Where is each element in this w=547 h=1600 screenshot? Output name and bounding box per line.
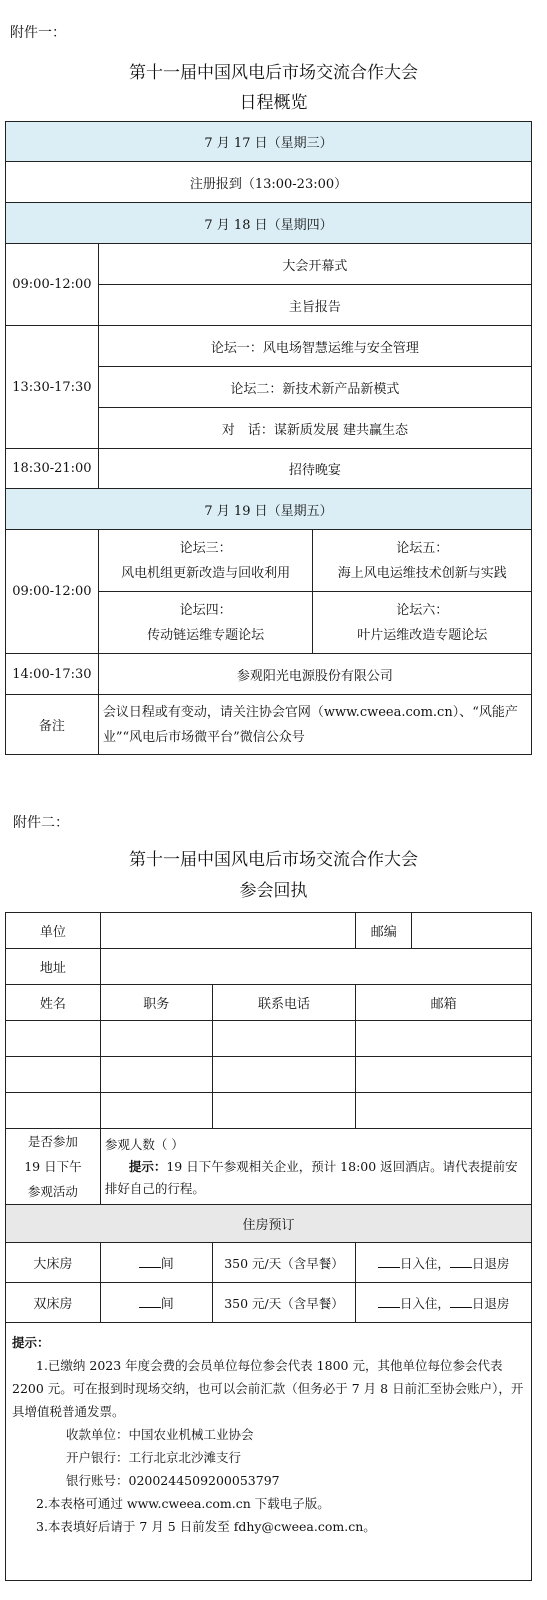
col-name: 姓名 — [6, 985, 101, 1021]
name-field[interactable] — [6, 1057, 101, 1093]
visit-info — [100, 1129, 531, 1205]
visit-label-line3: 参观活动 — [27, 1184, 78, 1199]
dialogue: 对 话：谋新质发展 建共赢生态 — [98, 408, 531, 449]
postcode-label: 邮编 — [356, 913, 412, 949]
schedule-table — [5, 121, 532, 755]
big-bed-rooms[interactable] — [100, 1243, 212, 1283]
day3-date: 7 月 19 日（星期五） — [6, 489, 532, 530]
company-visit: 参观阳光电源股份有限公司 — [98, 654, 531, 695]
notes-cell — [6, 1323, 532, 1581]
forum-3-title: 论坛三： — [179, 540, 232, 556]
bank: 开户银行：工行北京北沙滩支行 — [66, 1450, 242, 1465]
account: 银行账号：0200244509200053797 — [66, 1473, 280, 1488]
postcode-field[interactable] — [412, 913, 532, 949]
twin-bed-price: 350 元/天（含早餐） — [212, 1283, 356, 1323]
email-field[interactable] — [356, 1057, 532, 1093]
forum-4 — [98, 592, 313, 654]
big-bed-price: 350 元/天（含早餐） — [212, 1243, 356, 1283]
big-bed-row — [6, 1243, 532, 1283]
visit-label-line2: 19 日下午 — [24, 1159, 82, 1174]
visit-tip — [105, 1156, 527, 1200]
rooms-blank[interactable] — [139, 1256, 161, 1268]
day1-date: 7 月 17 日（星期三） — [6, 122, 532, 162]
forum-5-title: 论坛五： — [396, 540, 449, 556]
day3-header — [6, 489, 532, 530]
visit-label-line1: 是否参加 — [27, 1134, 78, 1149]
annex1-subtitle: 日程概览 — [239, 93, 308, 113]
twin-bed-label: 双床房 — [6, 1283, 101, 1323]
visit-count[interactable]: 参观人数（ ） — [104, 1136, 184, 1152]
day3-time-morning: 09:00-12:00 — [6, 530, 99, 654]
remark-label: 备注 — [6, 695, 99, 755]
phone-field[interactable] — [212, 1021, 356, 1057]
notes-title: 提示： — [12, 1335, 50, 1350]
forum-6 — [313, 592, 532, 654]
big-bed-dates[interactable] — [356, 1243, 532, 1283]
day2-time-evening: 18:30-21:00 — [6, 449, 99, 489]
checkout-label: 日退房 — [471, 1295, 510, 1311]
rooms-suffix: 间 — [160, 1257, 174, 1272]
title-field[interactable] — [100, 1093, 212, 1129]
checkin-label: 日入住， — [399, 1255, 450, 1271]
remark-text: 会议日程或有变动，请关注协会官网（www.cweea.com.cn）、“风能产业”“风电后市场微平台”微信公众号 — [98, 695, 531, 755]
visit-label — [6, 1129, 101, 1205]
unit-field[interactable] — [100, 913, 356, 949]
rooms-suffix: 间 — [160, 1297, 174, 1312]
address-field[interactable] — [100, 949, 531, 985]
visit-tip-label: 提示： — [128, 1158, 167, 1174]
annex2-label: 附件二： — [13, 815, 69, 831]
name-field[interactable] — [6, 1021, 101, 1057]
day3-time-afternoon: 14:00-17:30 — [6, 654, 99, 695]
checkout-label: 日退房 — [471, 1255, 510, 1271]
email-field[interactable] — [356, 1021, 532, 1057]
address-label: 地址 — [6, 949, 101, 985]
twin-bed-dates[interactable] — [356, 1283, 532, 1323]
note-2: 2.本表格可通过 www.cweea.com.cn 下载电子版。 — [36, 1496, 330, 1511]
attendee-row — [6, 1057, 532, 1093]
title-field[interactable] — [100, 1057, 212, 1093]
forum-6-title: 论坛六： — [396, 602, 449, 618]
checkout-blank[interactable] — [450, 1296, 472, 1308]
email-field[interactable] — [356, 1093, 532, 1129]
phone-field[interactable] — [212, 1057, 356, 1093]
rooms-blank[interactable] — [139, 1296, 161, 1308]
day2-time-morning: 09:00-12:00 — [6, 244, 99, 326]
banquet: 招待晚宴 — [98, 449, 531, 489]
unit-label: 单位 — [6, 913, 101, 949]
day1-registration: 注册报到（13:00-23:00） — [6, 162, 532, 203]
forum-5-desc: 海上风电运维技术创新与实践 — [337, 565, 507, 581]
forum-6-desc: 叶片运维改造专题论坛 — [357, 627, 488, 643]
attendee-row — [6, 1021, 532, 1057]
forum-1: 论坛一：风电场智慧运维与安全管理 — [98, 326, 531, 367]
big-bed-label: 大床房 — [6, 1243, 101, 1283]
col-phone: 联系电话 — [212, 985, 356, 1021]
annex2-subtitle: 参会回执 — [239, 881, 308, 901]
forum-3 — [98, 530, 313, 592]
title-field[interactable] — [100, 1021, 212, 1057]
forum-4-title: 论坛四： — [179, 602, 232, 618]
annex1-title: 第十一届中国风电后市场交流合作大会 — [129, 63, 418, 83]
attendee-header — [6, 985, 532, 1021]
day2-date: 7 月 18 日（星期四） — [6, 203, 532, 244]
checkout-blank[interactable] — [450, 1256, 472, 1268]
twin-bed-rooms[interactable] — [100, 1283, 212, 1323]
day1-header — [6, 122, 532, 162]
twin-bed-row — [6, 1283, 532, 1323]
opening-ceremony: 大会开幕式 — [98, 244, 531, 285]
registration-form — [5, 912, 532, 1581]
annex1-label: 附件一： — [10, 25, 66, 41]
name-field[interactable] — [6, 1093, 101, 1129]
checkin-blank[interactable] — [378, 1256, 400, 1268]
forum-3-desc: 风电机组更新改造与回收利用 — [121, 565, 291, 581]
note-1: 1.已缴纳 2023 年度会费的会员单位每位参会代表 1800 元，其他单位每位参会代表 2200 元。可在报到时现场交纳，也可以会前汇款（但务必于 7 月 8 日前汇至协会账户），开具增值税普通发票。 — [12, 1358, 524, 1419]
day2-header — [6, 203, 532, 244]
visit-tip-text: 19 日下午参观相关企业，预计 18:00 返回酒店。请代表提前安排好自己的行程。 — [104, 1158, 518, 1196]
day2-time-afternoon: 13:30-17:30 — [6, 326, 99, 449]
note-3: 3.本表填好后请于 7 月 5 日前发至 fdhy@cweea.com.cn。 — [36, 1519, 376, 1534]
annex2-title: 第十一届中国风电后市场交流合作大会 — [129, 850, 418, 870]
payee: 收款单位：中国农业机械工业协会 — [66, 1427, 254, 1442]
checkin-label: 日入住， — [399, 1295, 450, 1311]
col-title: 职务 — [100, 985, 212, 1021]
forum-5 — [313, 530, 532, 592]
col-email: 邮箱 — [356, 985, 532, 1021]
attendee-row — [6, 1093, 532, 1129]
forum-2: 论坛二：新技术新产品新模式 — [98, 367, 531, 408]
checkin-blank[interactable] — [378, 1296, 400, 1308]
forum-4-desc: 传动链运维专题论坛 — [147, 627, 265, 643]
keynote-report: 主旨报告 — [98, 285, 531, 326]
housing-header: 住房预订 — [6, 1205, 532, 1243]
phone-field[interactable] — [212, 1093, 356, 1129]
